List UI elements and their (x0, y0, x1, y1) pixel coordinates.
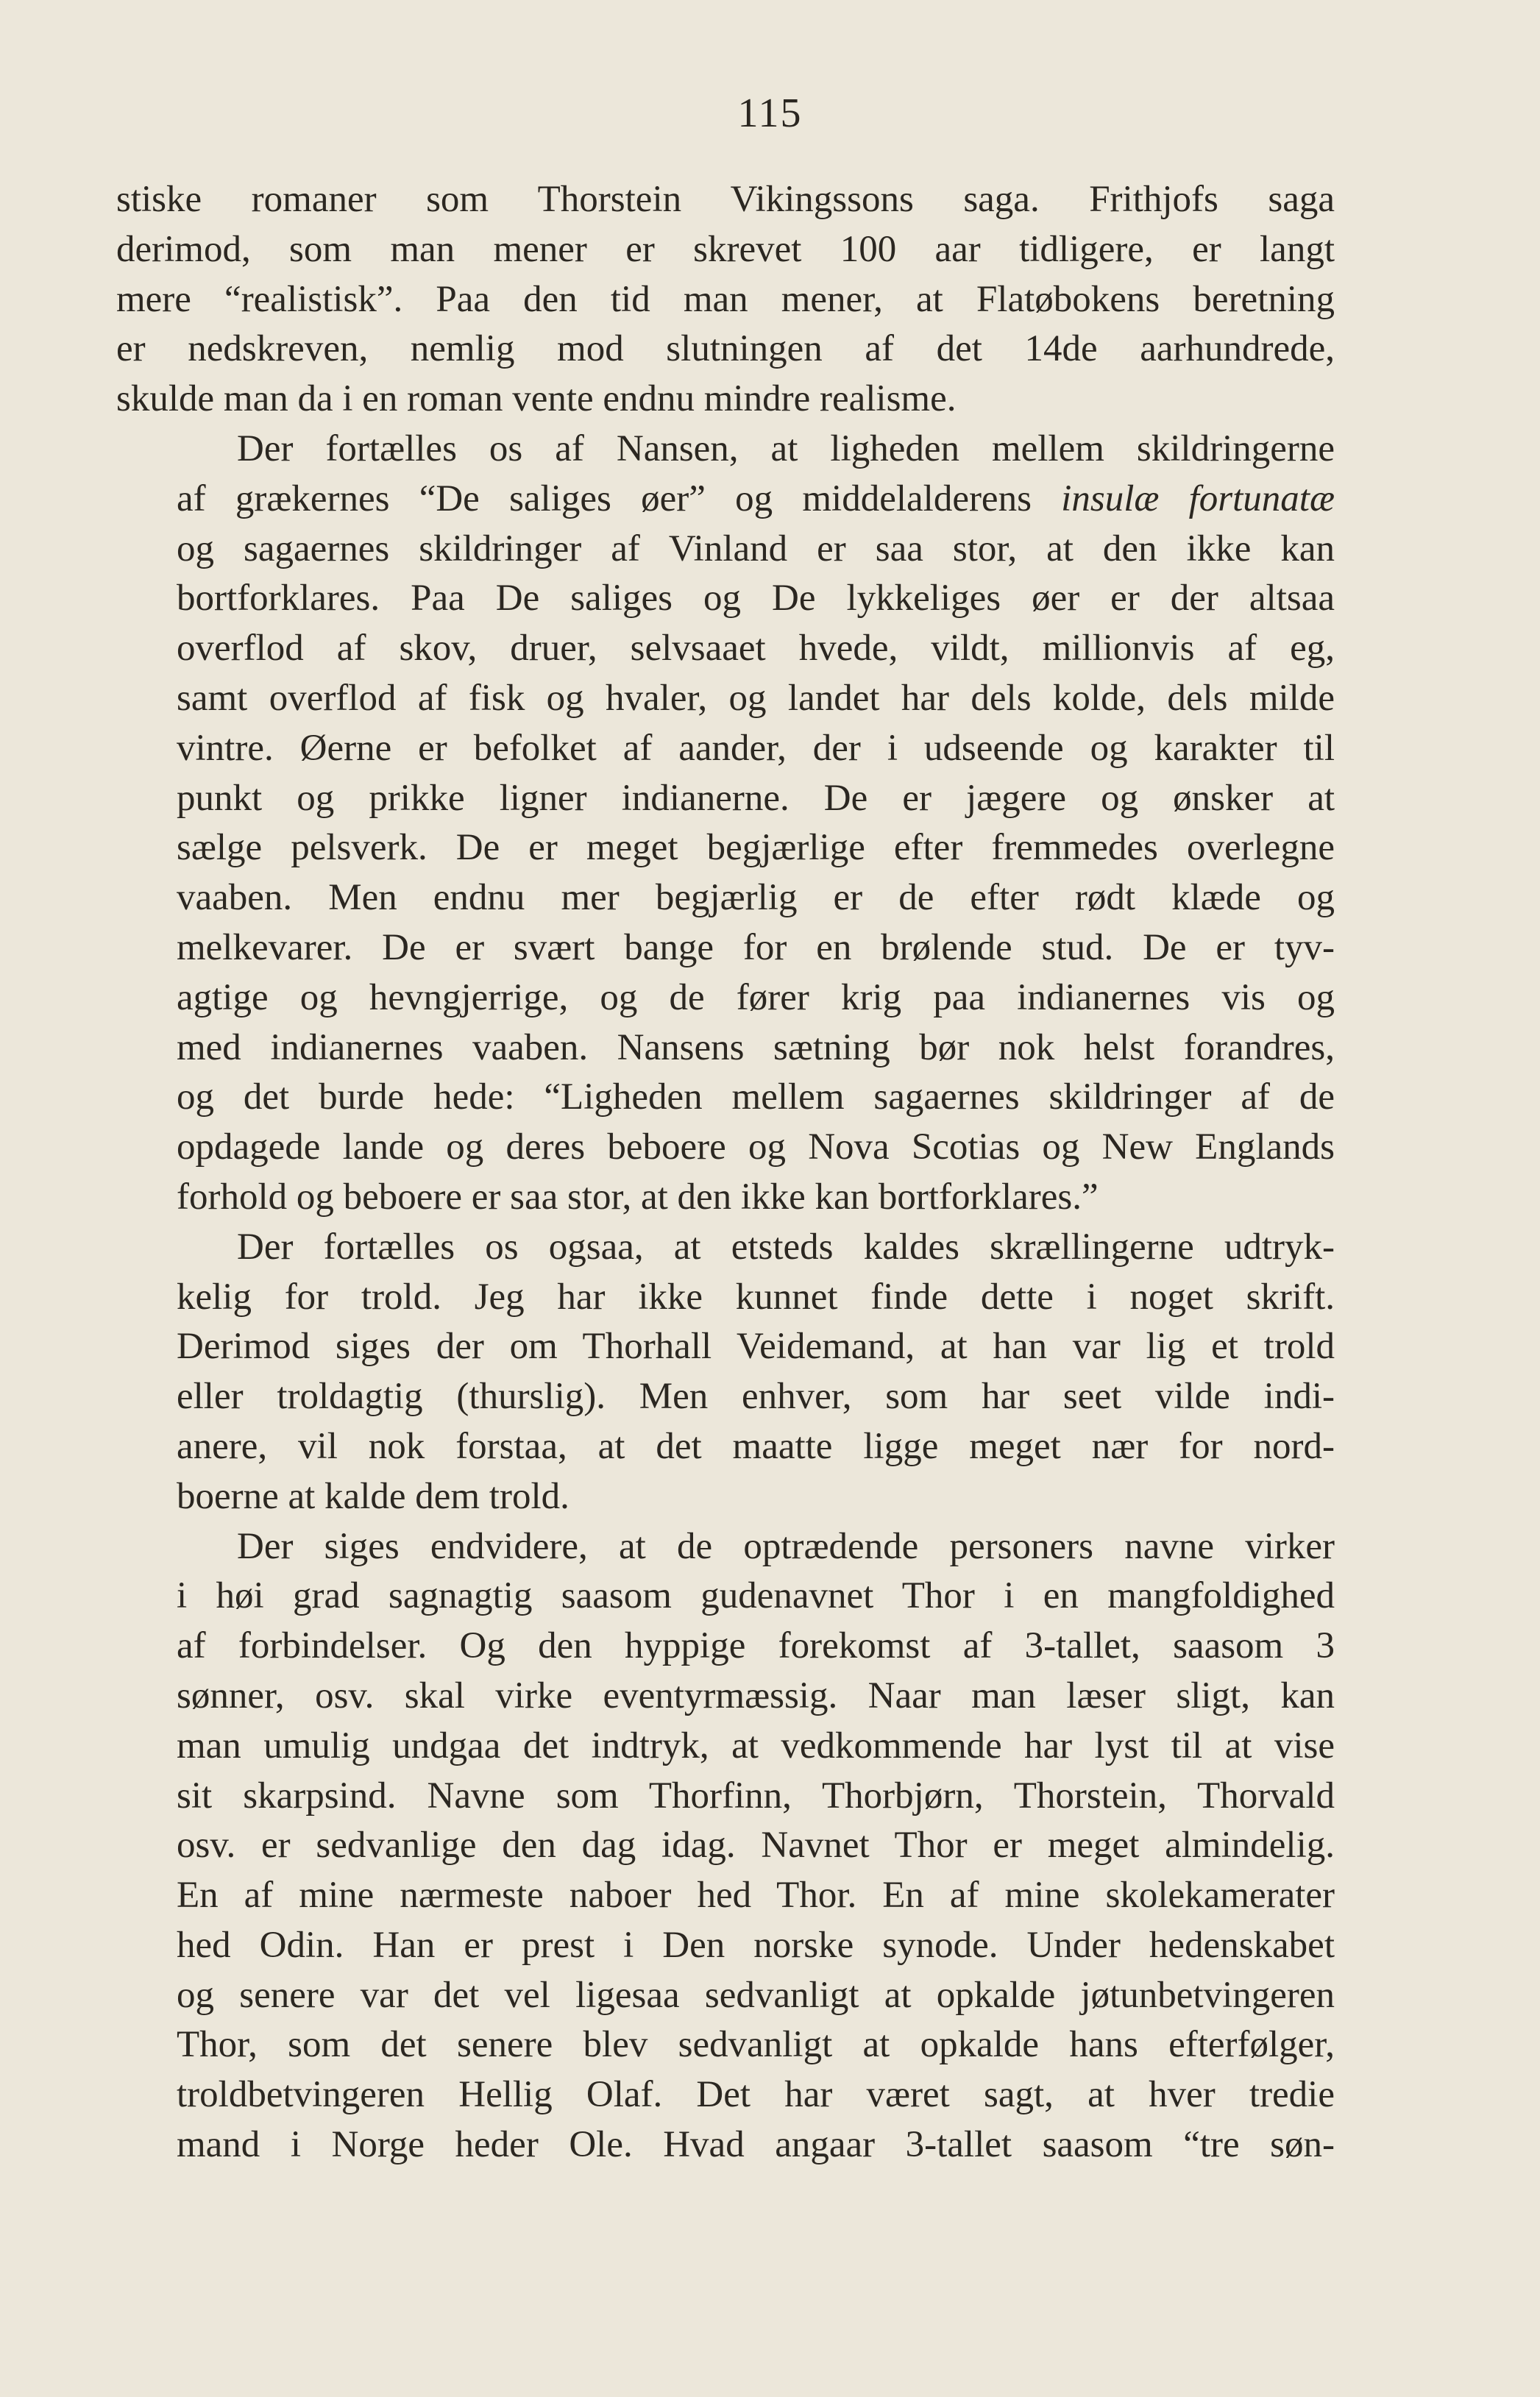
text-line: melkevarer. De er svært bange for en brølende stud. De er tyv- (177, 926, 1335, 968)
text-line: En af mine nærmeste naboer hed Thor. En af mine skolekamerater (177, 1875, 1335, 1917)
paragraph (116, 1223, 1335, 1522)
text-line: kelig for trold. Jeg har ikke kunnet finde dette i noget skrift. (177, 1276, 1335, 1318)
text-line: i høi grad sagnagtig saasom gudenavnet Thor i en mangfoldighed (177, 1575, 1335, 1617)
text-line: osv. er sedvanlige den dag idag. Navnet Thor er meget almindelig. (177, 1825, 1335, 1867)
italic-phrase: insulæ fortunatæ (1061, 477, 1335, 519)
paragraph (116, 1522, 1335, 2170)
text-line: forhold og beboere er saa stor, at den ikke kan bortforklares.” (177, 1176, 1099, 1218)
text-line: sælge pelsverk. De er meget begjærlige efter fremmedes overlegne (177, 827, 1335, 869)
text-line: og senere var det vel ligesaa sedvanligt at opkalde jøtunbetvingeren (177, 1974, 1335, 2016)
paragraph (116, 175, 1335, 425)
text-line: anere, vil nok forstaa, at det maatte ligge meget nær for nord- (177, 1425, 1335, 1467)
text-line: med indianernes vaaben. Nansens sætning bør nok helst forandres, (177, 1026, 1335, 1068)
text-line: man umulig undgaa det indtryk, at vedkommende har lyst til at vise (177, 1725, 1335, 1766)
text-line: Derimod siges der om Thorhall Veidemand, at han var lig et trold (177, 1326, 1335, 1368)
text-line: agtige og hevngjerrige, og de fører krig paa indianernes vis og (177, 976, 1335, 1018)
text-line: hed Odin. Han er prest i Den norske synode. Under hedenskabet (177, 1924, 1335, 1966)
text-line: af forbindelser. Og den hyppige forekomst af 3-tallet, saasom 3 (177, 1625, 1335, 1667)
text-line: vaaben. Men endnu mer begjærlig er de efter rødt klæde og (177, 877, 1335, 919)
text-line: stiske romaner som Thorstein Vikingssons saga. Frithjofs saga (116, 179, 1335, 220)
text-line: Der fortælles os ogsaa, at etsteds kaldes skrællingerne udtryk- (237, 1226, 1335, 1268)
paragraph (116, 425, 1335, 1223)
text-line: sønner, osv. skal virke eventyrmæssig. Naar man læser sligt, kan (177, 1675, 1335, 1716)
text-line: punkt og prikke ligner indianerne. De er jægere og ønsker at (177, 777, 1335, 819)
text-line: overflod af skov, druer, selvsaaet hvede, vildt, millionvis af eg, (177, 628, 1335, 670)
text-line: Der siges endvidere, at de optrædende personers navne virker (237, 1525, 1335, 1567)
text-line: mand i Norge heder Ole. Hvad angaar 3-tallet saasom “tre søn- (177, 2124, 1335, 2166)
text-line: boerne at kalde dem trold. (177, 1475, 569, 1517)
text-line: og det burde hede: “Ligheden mellem sagaernes skildringer af de (177, 1076, 1335, 1118)
body-text (116, 175, 1335, 2170)
text-line: troldbetvingeren Hellig Olaf. Det har været sagt, at hver tredie (177, 2074, 1335, 2116)
page-number: 115 (737, 90, 803, 136)
text-line: og sagaernes skildringer af Vinland er saa stor, at den ikke kan (177, 528, 1335, 569)
text-line: derimod, som man mener er skrevet 100 aar tidligere, er langt (116, 228, 1335, 270)
text-line-with-italic (116, 475, 1335, 525)
text-line: opdagede lande og deres beboere og Nova Scotias og New Englands (177, 1126, 1335, 1168)
text-line: Der fortælles os af Nansen, at ligheden mellem skildringerne (237, 427, 1335, 469)
text-line: bortforklares. Paa De saliges og De lykkeliges øer er der altsaa (177, 578, 1335, 619)
text-line: mere “realistisk”. Paa den tid man mener, at Flatøbokens beretning (116, 278, 1335, 320)
text-segment: af grækernes “De saliges øer” og middelalderens (177, 477, 1032, 519)
text-line: eller troldagtig (thurslig). Men enhver, som har seet vilde indi- (177, 1376, 1335, 1418)
text-line: vintre. Øerne er befolket af aander, der i udseende og karakter til (177, 727, 1335, 769)
text-line: samt overflod af fisk og hvaler, og landet har dels kolde, dels milde (177, 677, 1335, 719)
text-line: sit skarpsind. Navne som Thorfinn, Thorbjørn, Thorstein, Thorvald (177, 1775, 1335, 1817)
text-line: Thor, som det senere blev sedvanligt at opkalde hans efterfølger, (177, 2024, 1335, 2066)
text-line: skulde man da i en roman vente endnu mindre realisme. (116, 378, 957, 420)
text-line: er nedskreven, nemlig mod slutningen af det 14de aarhundrede, (116, 328, 1335, 370)
